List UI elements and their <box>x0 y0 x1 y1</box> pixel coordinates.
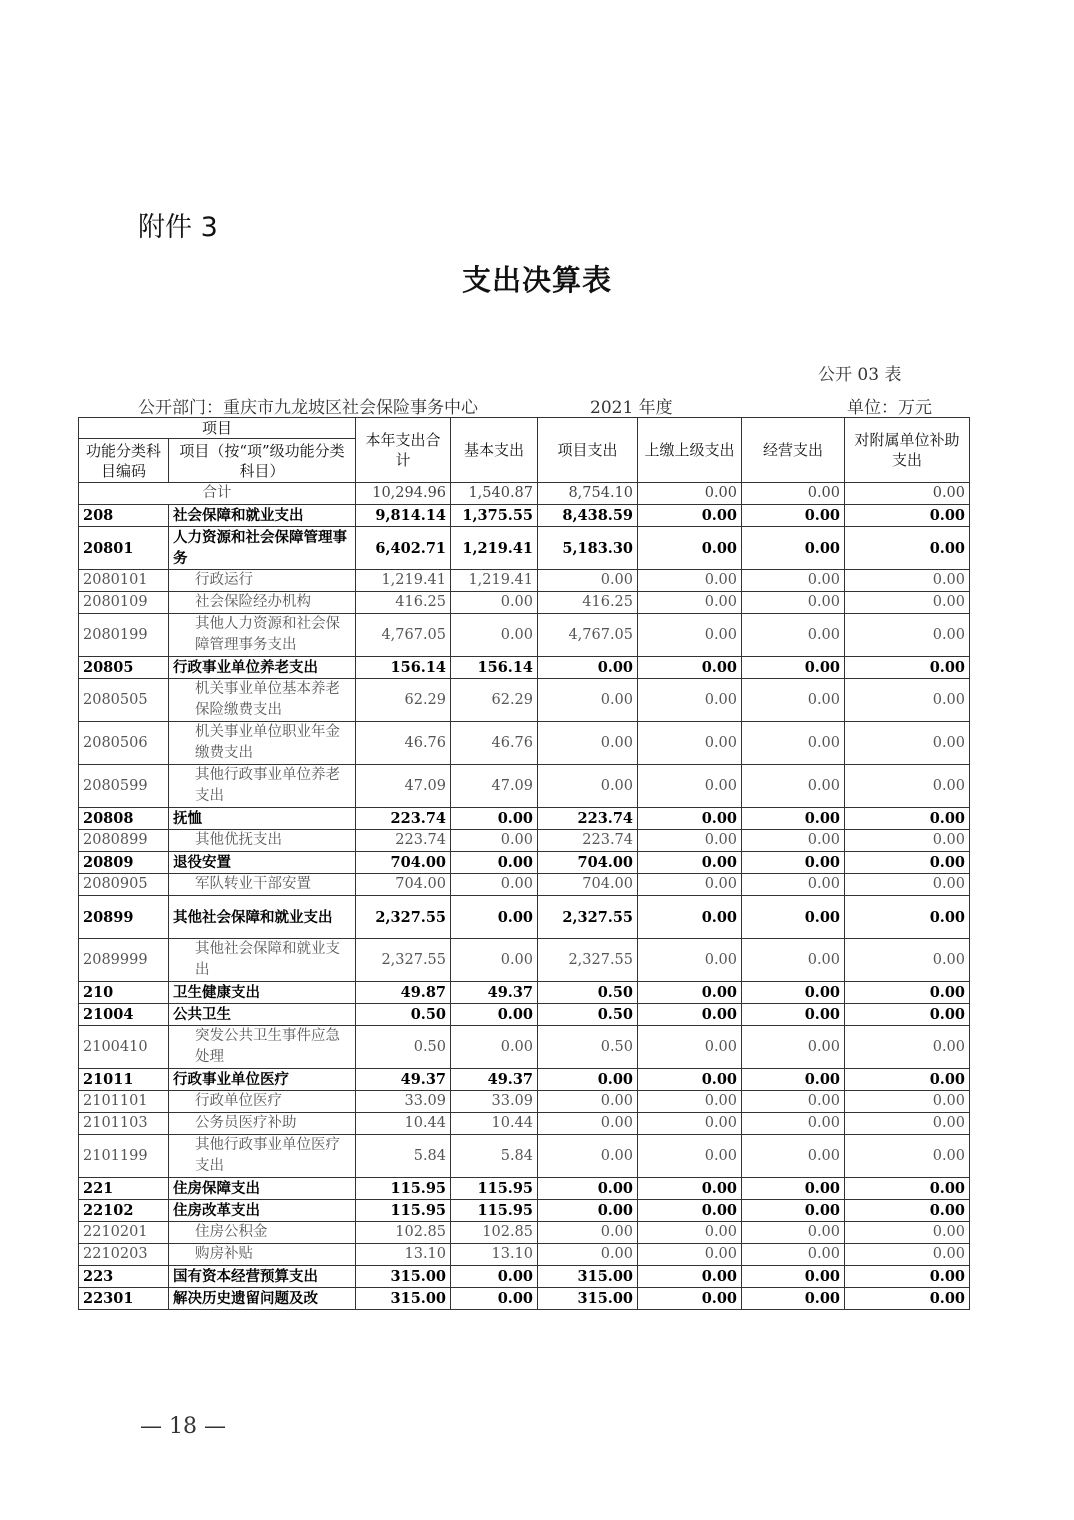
attachment-label: 附件 3 <box>138 212 218 243</box>
row-value: 0.00 <box>845 1113 970 1135</box>
row-value: 0.00 <box>742 874 845 896</box>
row-value: 5.84 <box>451 1135 538 1178</box>
row-value: 115.95 <box>451 1178 538 1200</box>
table-row <box>79 1026 970 1069</box>
table-row <box>79 1091 970 1113</box>
row-value: 315.00 <box>538 1288 638 1310</box>
row-value: 0.00 <box>845 614 970 657</box>
row-value: 33.09 <box>451 1091 538 1113</box>
row-value: 0.00 <box>845 657 970 679</box>
row-value: 156.14 <box>451 657 538 679</box>
row-name: 其他社会保障和就业支出 <box>169 939 356 982</box>
row-value: 49.37 <box>451 1069 538 1091</box>
row-value: 0.00 <box>845 939 970 982</box>
row-value: 46.76 <box>451 722 538 765</box>
row-name: 机关事业单位基本养老保险缴费支出 <box>169 679 356 722</box>
row-value: 0.00 <box>638 874 742 896</box>
table-number: 公开 03 表 <box>818 365 902 385</box>
row-value: 0.00 <box>638 896 742 939</box>
table-row <box>79 722 970 765</box>
row-value: 0.00 <box>742 765 845 808</box>
row-name: 行政事业单位医疗 <box>169 1069 356 1091</box>
table-row <box>79 1135 970 1178</box>
table-row <box>79 939 970 982</box>
row-value: 0.00 <box>742 808 845 830</box>
row-name: 退役安置 <box>169 852 356 874</box>
row-value: 0.00 <box>742 1288 845 1310</box>
table-row <box>79 1113 970 1135</box>
total-cell: 0.00 <box>638 483 742 505</box>
row-value: 1,375.55 <box>451 505 538 527</box>
table-row <box>79 527 970 570</box>
row-code: 223 <box>79 1266 169 1288</box>
table-row <box>79 1288 970 1310</box>
table-row <box>79 982 970 1004</box>
row-value: 5.84 <box>356 1135 451 1178</box>
row-value: 0.00 <box>638 1069 742 1091</box>
row-value: 0.00 <box>638 1113 742 1135</box>
header-total: 本年支出合计 <box>356 418 451 483</box>
row-value: 0.00 <box>845 1091 970 1113</box>
total-cell: 8,754.10 <box>538 483 638 505</box>
page-number: — 18 — <box>140 1414 226 1439</box>
row-value: 0.00 <box>638 657 742 679</box>
table-row <box>79 765 970 808</box>
row-value: 6,402.71 <box>356 527 451 570</box>
row-value: 0.00 <box>451 1026 538 1069</box>
row-code: 21011 <box>79 1069 169 1091</box>
row-value: 0.00 <box>742 1244 845 1266</box>
row-value: 0.00 <box>845 1288 970 1310</box>
row-value: 0.00 <box>638 1178 742 1200</box>
row-value: 0.00 <box>538 1200 638 1222</box>
row-value: 156.14 <box>356 657 451 679</box>
row-value: 115.95 <box>451 1200 538 1222</box>
row-value: 0.00 <box>742 679 845 722</box>
row-name: 其他人力资源和社会保障管理事务支出 <box>169 614 356 657</box>
row-name: 住房公积金 <box>169 1222 356 1244</box>
header-upper: 上缴上级支出 <box>638 418 742 483</box>
row-code: 20899 <box>79 896 169 939</box>
row-value: 47.09 <box>356 765 451 808</box>
row-value: 0.00 <box>638 1026 742 1069</box>
row-value: 0.00 <box>742 1135 845 1178</box>
row-value: 0.00 <box>845 505 970 527</box>
row-code: 2100410 <box>79 1026 169 1069</box>
table-row <box>79 874 970 896</box>
row-value: 0.00 <box>451 1004 538 1026</box>
row-value: 8,438.59 <box>538 505 638 527</box>
row-value: 223.74 <box>356 808 451 830</box>
row-name: 机关事业单位职业年金缴费支出 <box>169 722 356 765</box>
row-value: 0.00 <box>538 679 638 722</box>
total-row <box>79 483 970 505</box>
row-value: 0.00 <box>845 765 970 808</box>
row-value: 0.00 <box>742 1266 845 1288</box>
row-name: 公共卫生 <box>169 1004 356 1026</box>
row-value: 315.00 <box>356 1266 451 1288</box>
row-name: 行政运行 <box>169 570 356 592</box>
row-value: 0.00 <box>538 1069 638 1091</box>
row-value: 0.00 <box>742 1113 845 1135</box>
table-row <box>79 852 970 874</box>
table-row <box>79 1222 970 1244</box>
row-value: 1,219.41 <box>451 527 538 570</box>
table-row <box>79 1244 970 1266</box>
row-value: 0.00 <box>638 1266 742 1288</box>
header-subsidy: 对附属单位补助支出 <box>845 418 970 483</box>
row-value: 0.00 <box>845 1004 970 1026</box>
row-value: 0.00 <box>742 1200 845 1222</box>
row-code: 2101199 <box>79 1135 169 1178</box>
row-code: 2080101 <box>79 570 169 592</box>
row-name: 其他行政事业单位医疗支出 <box>169 1135 356 1178</box>
row-value: 1,219.41 <box>451 570 538 592</box>
row-value: 0.00 <box>638 1135 742 1178</box>
row-value: 0.00 <box>845 852 970 874</box>
row-value: 0.00 <box>845 679 970 722</box>
row-code: 2101103 <box>79 1113 169 1135</box>
row-value: 0.00 <box>845 1135 970 1178</box>
row-code: 2080599 <box>79 765 169 808</box>
row-value: 47.09 <box>451 765 538 808</box>
row-value: 0.00 <box>638 852 742 874</box>
row-value: 0.00 <box>538 657 638 679</box>
header-business: 经营支出 <box>742 418 845 483</box>
row-value: 704.00 <box>356 874 451 896</box>
row-value: 49.87 <box>356 982 451 1004</box>
row-value: 0.00 <box>538 1091 638 1113</box>
row-value: 0.00 <box>451 874 538 896</box>
row-value: 223.74 <box>538 830 638 852</box>
row-value: 0.00 <box>451 939 538 982</box>
row-value: 0.00 <box>451 830 538 852</box>
row-value: 0.00 <box>638 1091 742 1113</box>
total-label: 合计 <box>79 483 356 505</box>
row-value: 0.00 <box>742 1222 845 1244</box>
table-row <box>79 896 970 939</box>
row-value: 0.00 <box>845 830 970 852</box>
row-name: 卫生健康支出 <box>169 982 356 1004</box>
row-value: 223.74 <box>538 808 638 830</box>
row-value: 0.50 <box>356 1026 451 1069</box>
row-name: 国有资本经营预算支出 <box>169 1266 356 1288</box>
header-item: 项目 <box>79 418 356 439</box>
row-name: 住房改革支出 <box>169 1200 356 1222</box>
row-value: 0.00 <box>845 570 970 592</box>
row-value: 0.00 <box>845 874 970 896</box>
row-value: 0.00 <box>451 1288 538 1310</box>
row-value: 9,814.14 <box>356 505 451 527</box>
row-value: 0.00 <box>638 592 742 614</box>
row-value: 0.00 <box>638 939 742 982</box>
row-value: 0.00 <box>538 1244 638 1266</box>
row-value: 0.00 <box>638 614 742 657</box>
row-value: 0.00 <box>638 505 742 527</box>
row-value: 416.25 <box>356 592 451 614</box>
row-value: 115.95 <box>356 1178 451 1200</box>
row-code: 221 <box>79 1178 169 1200</box>
row-value: 0.50 <box>538 982 638 1004</box>
row-value: 0.00 <box>845 1069 970 1091</box>
table-row <box>79 1178 970 1200</box>
header-name: 项目（按“项”级功能分类科目） <box>169 439 356 483</box>
row-value: 0.00 <box>845 896 970 939</box>
total-cell: 0.00 <box>845 483 970 505</box>
row-value: 0.00 <box>845 1266 970 1288</box>
row-value: 0.00 <box>742 1069 845 1091</box>
table-row <box>79 1004 970 1026</box>
table-row <box>79 657 970 679</box>
row-value: 0.00 <box>538 1135 638 1178</box>
row-name: 抚恤 <box>169 808 356 830</box>
row-value: 62.29 <box>451 679 538 722</box>
row-value: 0.00 <box>845 527 970 570</box>
header-project: 项目支出 <box>538 418 638 483</box>
row-value: 0.00 <box>638 722 742 765</box>
table-row <box>79 1069 970 1091</box>
row-code: 208 <box>79 505 169 527</box>
row-value: 1,219.41 <box>356 570 451 592</box>
table-row <box>79 830 970 852</box>
row-value: 0.00 <box>845 1222 970 1244</box>
row-name: 行政事业单位养老支出 <box>169 657 356 679</box>
row-value: 0.00 <box>742 614 845 657</box>
row-value: 0.00 <box>538 1178 638 1200</box>
row-value: 0.00 <box>742 570 845 592</box>
row-value: 0.00 <box>638 808 742 830</box>
row-value: 0.00 <box>538 570 638 592</box>
row-name: 社会保障和就业支出 <box>169 505 356 527</box>
row-value: 0.00 <box>538 765 638 808</box>
row-code: 20808 <box>79 808 169 830</box>
row-value: 0.00 <box>742 1091 845 1113</box>
table-row <box>79 505 970 527</box>
row-code: 2089999 <box>79 939 169 982</box>
row-code: 210 <box>79 982 169 1004</box>
row-value: 0.00 <box>742 896 845 939</box>
row-value: 0.00 <box>451 808 538 830</box>
row-value: 0.00 <box>742 527 845 570</box>
header-code: 功能分类科目编码 <box>79 439 169 483</box>
row-code: 20801 <box>79 527 169 570</box>
row-value: 13.10 <box>451 1244 538 1266</box>
row-value: 704.00 <box>538 852 638 874</box>
department-label: 公开部门：重庆市九龙坡区社会保险事务中心 <box>138 398 478 418</box>
row-value: 102.85 <box>451 1222 538 1244</box>
row-value: 2,327.55 <box>356 939 451 982</box>
row-code: 20805 <box>79 657 169 679</box>
row-value: 315.00 <box>356 1288 451 1310</box>
row-name: 住房保障支出 <box>169 1178 356 1200</box>
row-value: 0.00 <box>742 657 845 679</box>
row-name: 其他行政事业单位养老支出 <box>169 765 356 808</box>
row-value: 10.44 <box>451 1113 538 1135</box>
row-value: 0.00 <box>638 765 742 808</box>
row-code: 2210201 <box>79 1222 169 1244</box>
fiscal-year: 2021 年度 <box>590 398 673 418</box>
row-value: 0.00 <box>845 1178 970 1200</box>
row-name: 突发公共卫生事件应急处理 <box>169 1026 356 1069</box>
total-cell: 0.00 <box>742 483 845 505</box>
row-value: 2,327.55 <box>538 939 638 982</box>
row-name: 军队转业干部安置 <box>169 874 356 896</box>
row-value: 0.00 <box>845 1200 970 1222</box>
row-value: 10.44 <box>356 1113 451 1135</box>
row-value: 0.00 <box>638 1200 742 1222</box>
row-value: 315.00 <box>538 1266 638 1288</box>
row-code: 2080899 <box>79 830 169 852</box>
row-value: 0.00 <box>742 939 845 982</box>
row-value: 0.00 <box>742 505 845 527</box>
unit-label: 单位：万元 <box>847 398 932 418</box>
table-row <box>79 1200 970 1222</box>
row-name: 行政单位医疗 <box>169 1091 356 1113</box>
row-value: 0.00 <box>538 722 638 765</box>
row-value: 416.25 <box>538 592 638 614</box>
row-value: 33.09 <box>356 1091 451 1113</box>
row-value: 0.00 <box>742 722 845 765</box>
row-value: 0.00 <box>638 1222 742 1244</box>
row-value: 0.00 <box>845 1026 970 1069</box>
row-code: 2101101 <box>79 1091 169 1113</box>
row-value: 49.37 <box>451 982 538 1004</box>
table-row <box>79 679 970 722</box>
row-value: 5,183.30 <box>538 527 638 570</box>
row-value: 0.00 <box>638 982 742 1004</box>
row-value: 0.00 <box>845 722 970 765</box>
row-code: 20809 <box>79 852 169 874</box>
total-cell: 1,540.87 <box>451 483 538 505</box>
row-value: 0.00 <box>638 1004 742 1026</box>
row-value: 0.00 <box>638 679 742 722</box>
row-name: 人力资源和社会保障管理事务 <box>169 527 356 570</box>
row-value: 704.00 <box>538 874 638 896</box>
row-value: 49.37 <box>356 1069 451 1091</box>
row-code: 2210203 <box>79 1244 169 1266</box>
row-value: 62.29 <box>356 679 451 722</box>
row-value: 0.00 <box>742 1004 845 1026</box>
row-code: 22102 <box>79 1200 169 1222</box>
row-value: 0.00 <box>845 592 970 614</box>
row-value: 2,327.55 <box>538 896 638 939</box>
row-value: 0.00 <box>742 1026 845 1069</box>
row-value: 704.00 <box>356 852 451 874</box>
row-value: 0.00 <box>451 852 538 874</box>
row-code: 22301 <box>79 1288 169 1310</box>
row-code: 2080506 <box>79 722 169 765</box>
row-name: 其他优抚支出 <box>169 830 356 852</box>
page-title: 支出决算表 <box>461 263 612 297</box>
row-value: 0.00 <box>451 614 538 657</box>
row-value: 0.00 <box>638 1244 742 1266</box>
row-value: 0.00 <box>538 1113 638 1135</box>
row-value: 0.00 <box>638 570 742 592</box>
row-code: 2080109 <box>79 592 169 614</box>
row-value: 0.00 <box>742 852 845 874</box>
row-name: 其他社会保障和就业支出 <box>169 896 356 939</box>
header-basic: 基本支出 <box>451 418 538 483</box>
row-code: 2080905 <box>79 874 169 896</box>
row-value: 0.00 <box>638 527 742 570</box>
row-value: 0.00 <box>451 896 538 939</box>
expenditure-table <box>78 417 970 1310</box>
table-row <box>79 570 970 592</box>
row-value: 0.00 <box>638 1288 742 1310</box>
row-code: 21004 <box>79 1004 169 1026</box>
row-value: 0.00 <box>538 1222 638 1244</box>
row-name: 公务员医疗补助 <box>169 1113 356 1135</box>
row-value: 4,767.05 <box>356 614 451 657</box>
row-value: 13.10 <box>356 1244 451 1266</box>
row-value: 46.76 <box>356 722 451 765</box>
row-value: 4,767.05 <box>538 614 638 657</box>
row-value: 0.00 <box>845 808 970 830</box>
row-value: 0.50 <box>538 1026 638 1069</box>
row-value: 0.50 <box>538 1004 638 1026</box>
total-cell: 10,294.96 <box>356 483 451 505</box>
row-value: 0.50 <box>356 1004 451 1026</box>
row-name: 社会保险经办机构 <box>169 592 356 614</box>
row-value: 223.74 <box>356 830 451 852</box>
table-row <box>79 614 970 657</box>
row-value: 0.00 <box>845 1244 970 1266</box>
table-row <box>79 592 970 614</box>
row-name: 解决历史遗留问题及改 <box>169 1288 356 1310</box>
row-code: 2080505 <box>79 679 169 722</box>
row-value: 102.85 <box>356 1222 451 1244</box>
row-value: 2,327.55 <box>356 896 451 939</box>
row-value: 0.00 <box>742 982 845 1004</box>
row-value: 0.00 <box>742 830 845 852</box>
row-value: 0.00 <box>742 1178 845 1200</box>
row-value: 0.00 <box>451 592 538 614</box>
row-name: 购房补贴 <box>169 1244 356 1266</box>
row-value: 0.00 <box>845 982 970 1004</box>
table-row <box>79 808 970 830</box>
row-value: 0.00 <box>742 592 845 614</box>
row-value: 115.95 <box>356 1200 451 1222</box>
row-value: 0.00 <box>451 1266 538 1288</box>
row-value: 0.00 <box>638 830 742 852</box>
table-row <box>79 1266 970 1288</box>
row-code: 2080199 <box>79 614 169 657</box>
